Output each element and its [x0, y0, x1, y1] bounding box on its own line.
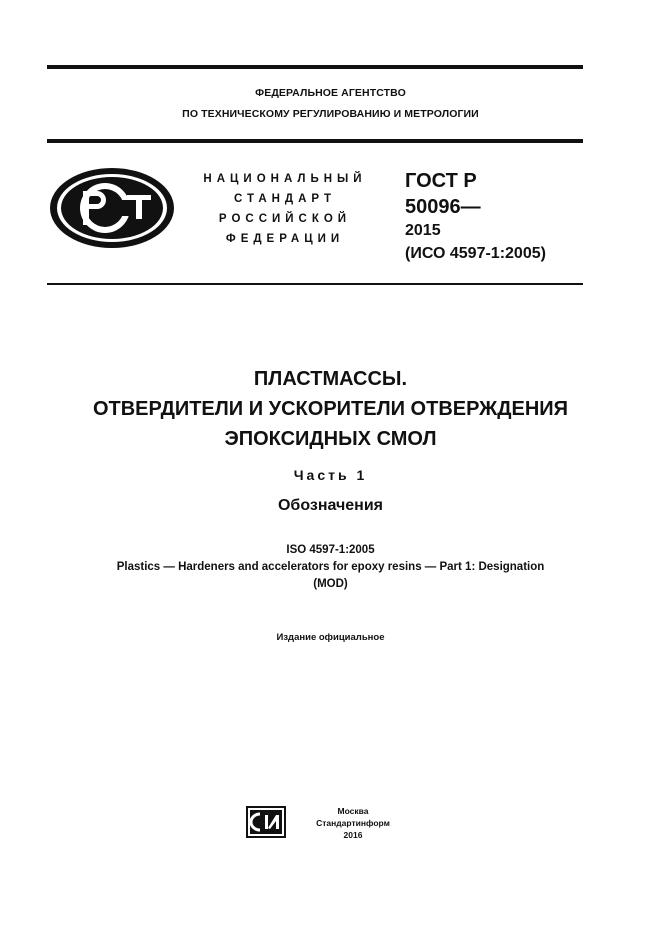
rst-certification-mark-icon [47, 166, 177, 250]
iso-mod: (MOD) [313, 578, 348, 590]
edition-label: Издание официальное [276, 632, 385, 643]
standartinform-logo-icon [246, 806, 286, 838]
iso-title: Plastics — Hardeners and accelerators for epoxy resins — Part 1: Designation [116, 561, 545, 573]
agency-line-2: ПО ТЕХНИЧЕСКОМУ РЕГУЛИРОВАНИЮ И МЕТРОЛОГИИ [182, 108, 479, 120]
header-rule [47, 139, 583, 143]
national-standard-line-3: РОССИЙСКОЙ [218, 213, 352, 225]
top-rule [47, 65, 583, 69]
designation-line-4: (ИСО 4597-1:2005) [405, 245, 546, 262]
title-line-2: ОТВЕРДИТЕЛИ И УСКОРИТЕЛИ ОТВЕРЖДЕНИЯ [92, 398, 569, 420]
designation-line-2: 50096— [405, 196, 481, 218]
subtitle: Обозначения [277, 497, 384, 514]
designation-line-1: ГОСТ Р [405, 170, 477, 192]
national-standard-line-4: ФЕДЕРАЦИИ [225, 233, 345, 245]
publisher-name: Стандартинформ [316, 818, 390, 828]
part-label: Часть 1 [293, 467, 368, 483]
title-line-3: ЭПОКСИДНЫХ СМОЛ [224, 428, 437, 450]
designation-line-3: 2015 [405, 222, 441, 239]
publisher-year: 2016 [343, 830, 363, 840]
section-rule [47, 283, 583, 285]
publisher-city: Москва [337, 806, 369, 816]
national-standard-line-1: НАЦИОНАЛЬНЫЙ [203, 173, 367, 185]
agency-line-1: ФЕДЕРАЛЬНОЕ АГЕНТСТВО [255, 87, 406, 99]
iso-number: ISO 4597-1:2005 [286, 544, 375, 556]
national-standard-line-2: СТАНДАРТ [234, 193, 336, 205]
title-line-1: ПЛАСТМАССЫ. [253, 368, 408, 390]
